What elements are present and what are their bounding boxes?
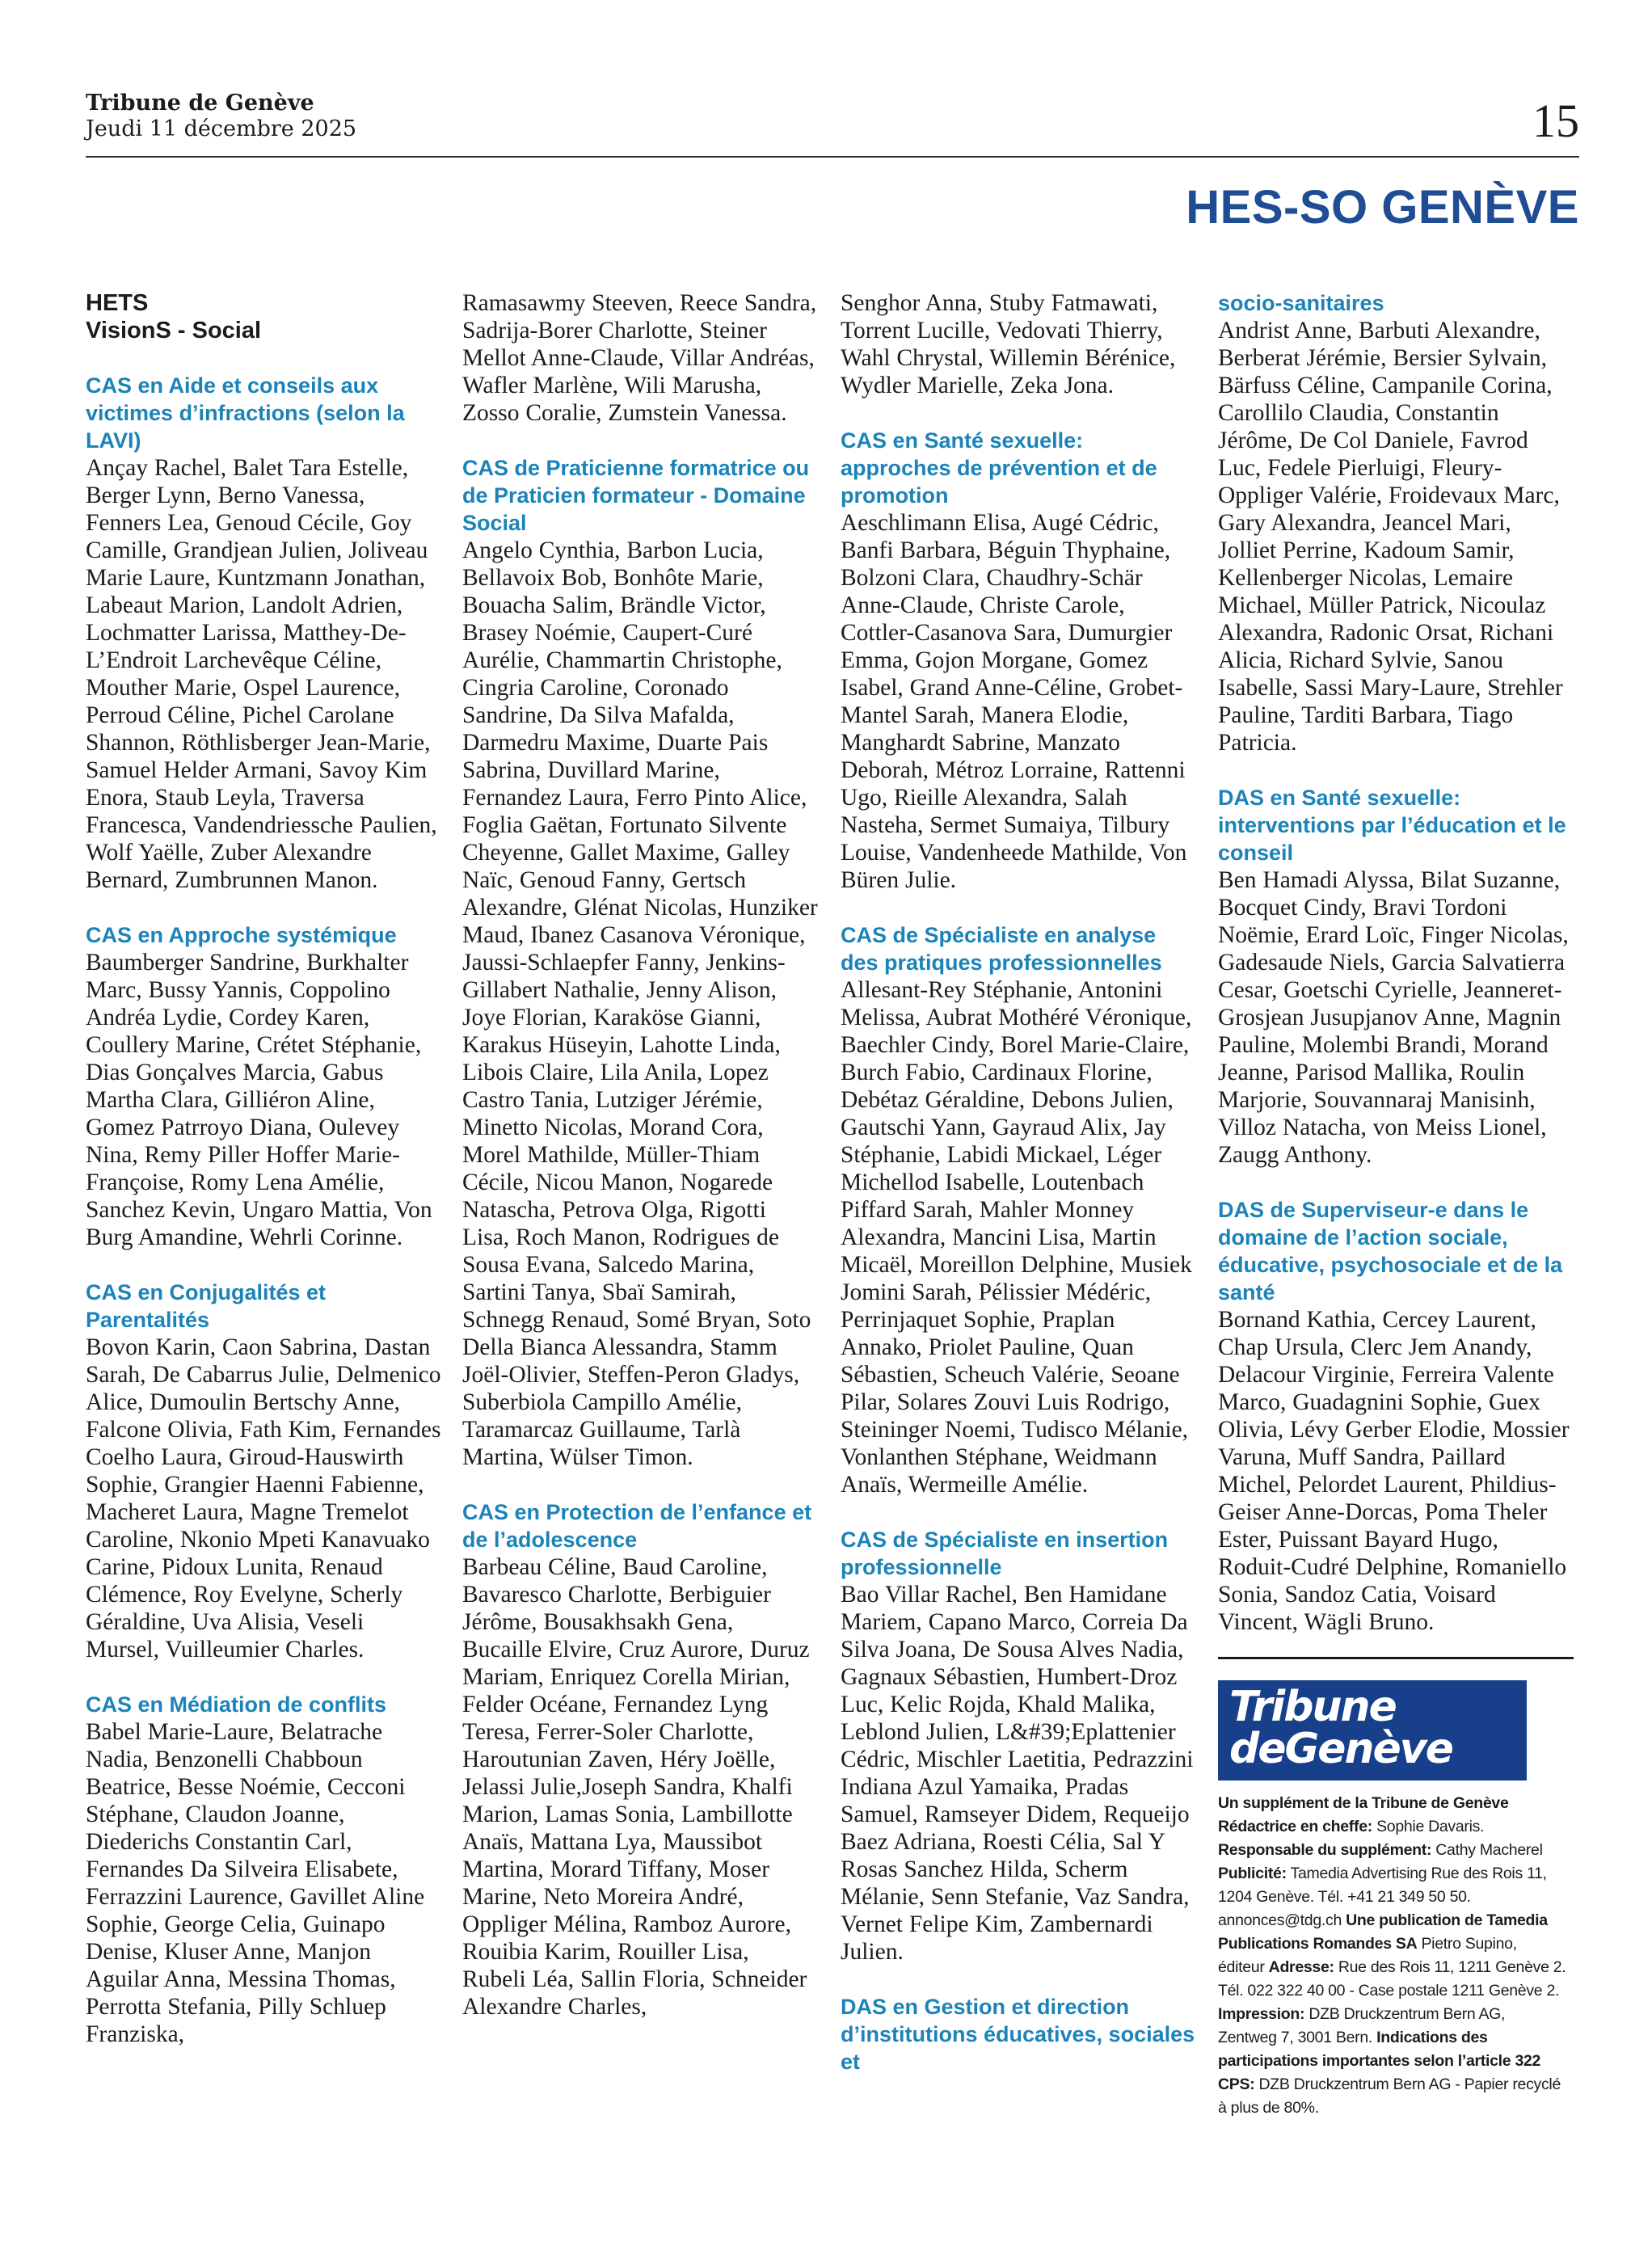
imprint-label: Indications des participations importantes selon l’article 322 CPS:	[1218, 2029, 1541, 2093]
program-block	[1218, 784, 1574, 1169]
program-block	[86, 921, 441, 1251]
column-1	[86, 289, 441, 2075]
column-2	[462, 289, 818, 2048]
program-title-continued: socio-sanitaires	[1218, 291, 1384, 315]
imprint-rule	[1218, 1657, 1574, 1659]
masthead	[86, 91, 356, 142]
imprint-label: Rédactrice en cheffe:	[1218, 1818, 1372, 1835]
graduate-list: Aeschlimann Elisa, Augé Cédric, Banfi Barbara, Béguin Thyphaine, Bolzoni Clara, Chaudhry-Schär Anne-Claude, Christe Carole, Cottler-Casanova Sara, Dumurgier Emma, Gojon Morgane, Gomez Isabel, Grand Anne-Céline, Grobet-Mantel Sarah, Manera Elodie, Manghardt Sabrine, Manzato Deborah, Métroz Lorraine, Rattenni Ugo, Rieille Alexandra, Salah Nasteha, Sermet Sumaiya, Tilbury Louise, Vandenheede Mathilde, Von Büren Julie.	[841, 510, 1187, 893]
program-title: CAS de Spécialiste en insertion professionnelle	[841, 1528, 1169, 1579]
program-title: CAS de Praticienne formatrice ou de Praticien formateur - Domaine Social	[462, 456, 810, 535]
program-title: DAS en Santé sexuelle: interventions par l’éducation et le conseil	[1218, 786, 1566, 865]
column-3	[841, 289, 1196, 2103]
program-block	[841, 427, 1196, 894]
program-block	[462, 1498, 818, 2021]
logo-line-1: Tribune	[1229, 1683, 1396, 1731]
issue-date: Jeudi 11 décembre 2025	[86, 116, 357, 141]
graduate-list: Barbeau Céline, Baud Caroline, Bavaresco Charlotte, Berbiguier Jérôme, Bousakhsakh Gena, Bucaille Elvire, Cruz Aurore, Duruz Mariam, Enriquez Corella Mirian, Felder Océane, Fernandez Lyng Teresa, Ferrer-Soler Charlotte, Haroutunian Zaven, Héry Joëlle, Jelassi Julie,Joseph Sandra, Khalfi Marion, Lamas Sonia, Lambillotte Anaïs, Mattana Lya, Maussibot Martina, Morard Tiffany, Moser Marine, Neto Moreira André, Oppliger Mélina, Ramboz Aurore, Rouibia Karim, Rouiller Lisa, Rubeli Léa, Sallin Floria, Schneider Alexandre Charles,	[462, 1554, 810, 2020]
program-title: DAS en Gestion et direction d’institutions éducatives, sociales et	[841, 1995, 1195, 2074]
imprint-value: Tamedia Advertising Rue des Rois 11, 1204 Genève. Tél. +41 21 349 50 50. annonces@tdg.ch	[1218, 1865, 1547, 1929]
graduate-list-continued: Ramasawmy Steeven, Reece Sandra, Sadrija-Borer Charlotte, Steiner Mellot Anne-Claude, Villar Andréas, Wafler Marlène, Wili Marusha, Zosso Coralie, Zumstein Vanessa.	[462, 290, 817, 426]
imprint-value: Rue des Rois 11, 1211 Genève 2. Tél. 022 322 40 00 - Case postale 1211 Genève 2.	[1218, 1958, 1566, 2000]
tribune-logo	[1218, 1680, 1527, 1780]
graduate-list-continued: Senghor Anna, Stuby Fatmawati, Torrent Lucille, Vedovati Thierry, Wahl Chrystal, Willemin Bérénice, Wydler Marielle, Zeka Jona.	[841, 290, 1176, 398]
program-block	[86, 372, 441, 894]
imprint-label: Responsable du supplément:	[1218, 1841, 1432, 1859]
graduate-list: Bornand Kathia, Cercey Laurent, Chap Ursula, Clerc Jem Anandy, Delacour Virginie, Ferreira Valente Marco, Guadagnini Sophie, Guex Olivia, Lévy Gerber Elodie, Mossier Varuna, Muff Sandra, Paillard Michel, Pelordet Laurent, Phildius-Geiser Anne-Dorcas, Poma Theler Ester, Puissant Bayard Hugo, Roduit-Cudré Delphine, Romaniello Sonia, Sandoz Catia, Voisard Vincent, Wägli Bruno.	[1218, 1307, 1570, 1635]
logo-line-2: deGenève	[1229, 1725, 1452, 1773]
imprint-value: Cathy Macherel	[1431, 1841, 1543, 1859]
graduate-list: Bovon Karin, Caon Sabrina, Dastan Sarah, De Cabarrus Julie, Delmenico Alice, Dumoulin Bertschy Anne, Falcone Olivia, Fath Kim, Fernandes Coelho Laura, Giroud-Hauswirth Sophie, Grangier Haenni Fabienne, Macheret Laura, Magne Tremelot Caroline, Nkonio Mpeti Kanavuako Carine, Pidoux Lunita, Renaud Clémence, Roy Evelyne, Scherly Géraldine, Uva Alisia, Veseli Mursel, Vuilleumier Charles.	[86, 1334, 441, 1662]
graduate-list: Andrist Anne, Barbuti Alexandre, Berberat Jérémie, Bersier Sylvain, Bärfuss Céline, Campanile Corina, Carollilo Claudia, Constantin Jérôme, De Col Daniele, Favrod Luc, Fedele Pierluigi, Fleury-Oppliger Valérie, Froidevaux Marc, Gary Alexandra, Jeancel Mari, Jolliet Perrine, Kadoum Samir, Kellenberger Nicolas, Lemaire Michael, Müller Patrick, Nicoulaz Alexandra, Radonic Orsat, Richani Alicia, Richard Sylvie, Sanou Isabelle, Sassi Mary-Laure, Strehler Pauline, Tarditi Barbara, Tiago Patricia.	[1218, 318, 1563, 756]
graduate-list: Baumberger Sandrine, Burkhalter Marc, Bussy Yannis, Coppolino Andréa Lydie, Cordey Karen, Coullery Marine, Crétet Stéphanie, Dias Gonçalves Marcia, Gabus Martha Clara, Gilliéron Aline, Gomez Patrroyo Diana, Oulevey Nina, Remy Piller Hoffer Marie-Françoise, Romy Lena Amélie, Sanchez Kevin, Ungaro Mattia, Von Burg Amandine, Wehrli Corinne.	[86, 950, 432, 1250]
graduate-list: Babel Marie-Laure, Belatrache Nadia, Benzonelli Chabboun Beatrice, Besse Noémie, Cecconi Stéphane, Claudon Joanne, Diederichs Constantin Carl, Fernandes Da Silveira Elisabete, Ferrazzini Laurence, Gavillet Aline Sophie, George Celia, Guinapo Denise, Kluser Anne, Manjon Aguilar Anna, Messina Thomas, Perrotta Stefania, Pilly Schluep Franziska,	[86, 1719, 425, 2047]
graduate-list: Ançay Rachel, Balet Tara Estelle, Berger Lynn, Berno Vanessa, Fenners Lea, Genoud Cécile, Goy Camille, Grandjean Julien, Joliveau Marie Laure, Kuntzmann Jonathan, Labeaut Marion, Landolt Adrien, Lochmatter Larissa, Matthey-De-L’Endroit Larchevêque Céline, Mouther Marie, Ospel Laurence, Perroud Céline, Pichel Carolane Shannon, Röthlisberger Jean-Marie, Samuel Helder Armani, Savoy Kim Enora, Staub Leyla, Traversa Francesca, Vandendriessche Paulien, Wolf Yaëlle, Zuber Alexandre Bernard, Zumbrunnen Manon.	[86, 455, 437, 893]
program-block	[841, 921, 1196, 1498]
program-title: CAS en Protection de l’enfance et de l’adolescence	[462, 1500, 812, 1552]
column-4	[1218, 289, 1574, 2120]
imprint-label: Impression:	[1218, 2005, 1305, 2023]
program-block	[462, 454, 818, 1471]
imprint-value: DZB Druckzentrum Bern AG - Papier recyclé à plus de 80%.	[1218, 2075, 1561, 2117]
program-block	[841, 1993, 1196, 2075]
program-title: CAS en Conjugalités et Parentalités	[86, 1280, 327, 1332]
page-number: 15	[1532, 95, 1579, 147]
department-heading	[86, 289, 441, 344]
program-title: DAS de Superviseur-e dans le domaine de l’action sociale, éducative, psychosociale et de la santé	[1218, 1198, 1563, 1304]
department-name: HETS	[86, 290, 149, 316]
section-title: HES-SO GENÈVE	[1186, 181, 1579, 234]
program-title: CAS en Médiation de conflits	[86, 1692, 387, 1717]
imprint-label: Adresse:	[1268, 1958, 1334, 1976]
graduate-list: Bao Villar Rachel, Ben Hamidane Mariem, Capano Marco, Correia Da Silva Joana, De Sousa Alves Nadia, Gagnaux Sébastien, Humbert-Droz Luc, Kelic Rojda, Khald Malika, Leblond Julien, L&#39;Eplattenier Cédric, Mischler Laetitia, Pedrazzini Indiana Azul Yamaika, Pradas Samuel, Ramseyer Didem, Requeijo Baez Adriana, Roesti Célia, Sal Y Rosas Sanchez Hilda, Scherm Mélanie, Senn Stefanie, Vaz Sandra, Vernet Felipe Kim, Zambernardi Julien.	[841, 1582, 1194, 1965]
imprint-value: Pietro Supino, éditeur	[1218, 1935, 1517, 1976]
paper-name: Tribune de Genève	[86, 91, 314, 116]
imprint-value: DZB Druckzentrum Bern AG, Zentweg 7, 3001 Bern.	[1218, 2005, 1506, 2046]
program-block-continued	[1218, 289, 1574, 756]
program-title: CAS en Aide et conseils aux victimes d’infractions (selon la LAVI)	[86, 373, 405, 453]
program-block	[1218, 1196, 1574, 1636]
imprint-intro: Un supplément de la Tribune de Genève	[1218, 1794, 1509, 1812]
program-title: CAS de Spécialiste en analyse des pratiques professionnelles	[841, 923, 1162, 975]
graduate-list: Angelo Cynthia, Barbon Lucia, Bellavoix Bob, Bonhôte Marie, Bouacha Salim, Brändle Victor, Brasey Noémie, Caupert-Curé Aurélie, Chammartin Christophe, Cingria Caroline, Coronado Sandrine, Da Silva Mafalda, Darmedru Maxime, Duarte Pais Sabrina, Duvillard Marine, Fernandez Laura, Ferro Pinto Alice, Foglia Gaëtan, Fortunato Silvente Cheyenne, Gallet Maxime, Galley Naïc, Genoud Fanny, Gertsch Alexandre, Glénat Nicolas, Hunziker Maud, Ibanez Casanova Véronique, Jaussi-Schlaepfer Fanny, Jenkins-Gillabert Nathalie, Jenny Alison, Joye Florian, Karaköse Gianni, Karakus Hüseyin, Lahotte Linda, Libois Claire, Lila Anila, Lopez Castro Tania, Lutziger Jérémie, Minetto Nicolas, Morand Cora, Morel Mathilde, Müller-Thiam Cécile, Nicou Manon, Nogarede Natascha, Petrova Olga, Rigotti Lisa, Roch Manon, Rodrigues de Sousa Evana, Salcedo Marina, Sartini Tanya, Sbaï Samirah, Schnegg Renaud, Somé Bryan, Soto Della Bianca Alessandra, Stamm Joël-Olivier, Steffen-Peron Gladys, Suberbiola Campillo Amélie, Taramarcaz Guillaume, Tarlà Martina, Wülser Timon.	[462, 537, 818, 1470]
program-title: CAS en Santé sexuelle: approches de prévention et de promotion	[841, 428, 1157, 508]
program-title: CAS en Approche systémique	[86, 923, 397, 947]
program-block	[86, 1691, 441, 2048]
department-subtitle: VisionS - Social	[86, 318, 262, 343]
program-block-continued	[841, 289, 1196, 399]
imprint	[1218, 1792, 1567, 2120]
program-block	[841, 1526, 1196, 1966]
program-block	[86, 1279, 441, 1663]
graduate-list: Ben Hamadi Alyssa, Bilat Suzanne, Bocquet Cindy, Bravi Tordoni Noëmie, Erard Loïc, Finger Nicolas, Gadesaude Niels, Garcia Salvatierra Cesar, Goetschi Cyrielle, Jeanneret-Grosjean Jusupjanov Anne, Magnin Pauline, Molembi Brandi, Morand Jeanne, Parisod Mallika, Roulin Marjorie, Souvannaraj Manisinh, Villoz Natacha, von Meiss Lionel, Zaugg Anthony.	[1218, 867, 1569, 1168]
imprint-label: Publicité:	[1218, 1865, 1287, 1882]
program-block-continued	[462, 289, 818, 427]
imprint-value: Sophie Davaris.	[1372, 1818, 1485, 1835]
graduate-list: Allesant-Rey Stéphanie, Antonini Melissa, Aubrat Mothéré Véronique, Baechler Cindy, Borel Marie-Claire, Burch Fabio, Cardinaux Florine, Debétaz Géraldine, Debons Julien, Gautschi Yann, Gayraud Alix, Jay Stéphanie, Labidi Mickael, Léger Michellod Isabelle, Loutenbach Piffard Sarah, Mahler Monney Alexandra, Mancini Lisa, Martin Micaël, Moreillon Delphine, Musiek Jomini Sarah, Pélissier Médéric, Perrinjaquet Sophie, Praplan Annako, Priolet Pauline, Quan Sébastien, Scheuch Valérie, Seoane Pilar, Solares Zouvi Luis Rodrigo, Steininger Noemi, Tudisco Mélanie, Vonlanthen Stéphane, Weidmann Anaïs, Wermeille Amélie.	[841, 977, 1192, 1498]
imprint-label: Une publication de Tamedia Publications Romandes SA	[1218, 1911, 1548, 1953]
header-rule	[86, 156, 1579, 158]
